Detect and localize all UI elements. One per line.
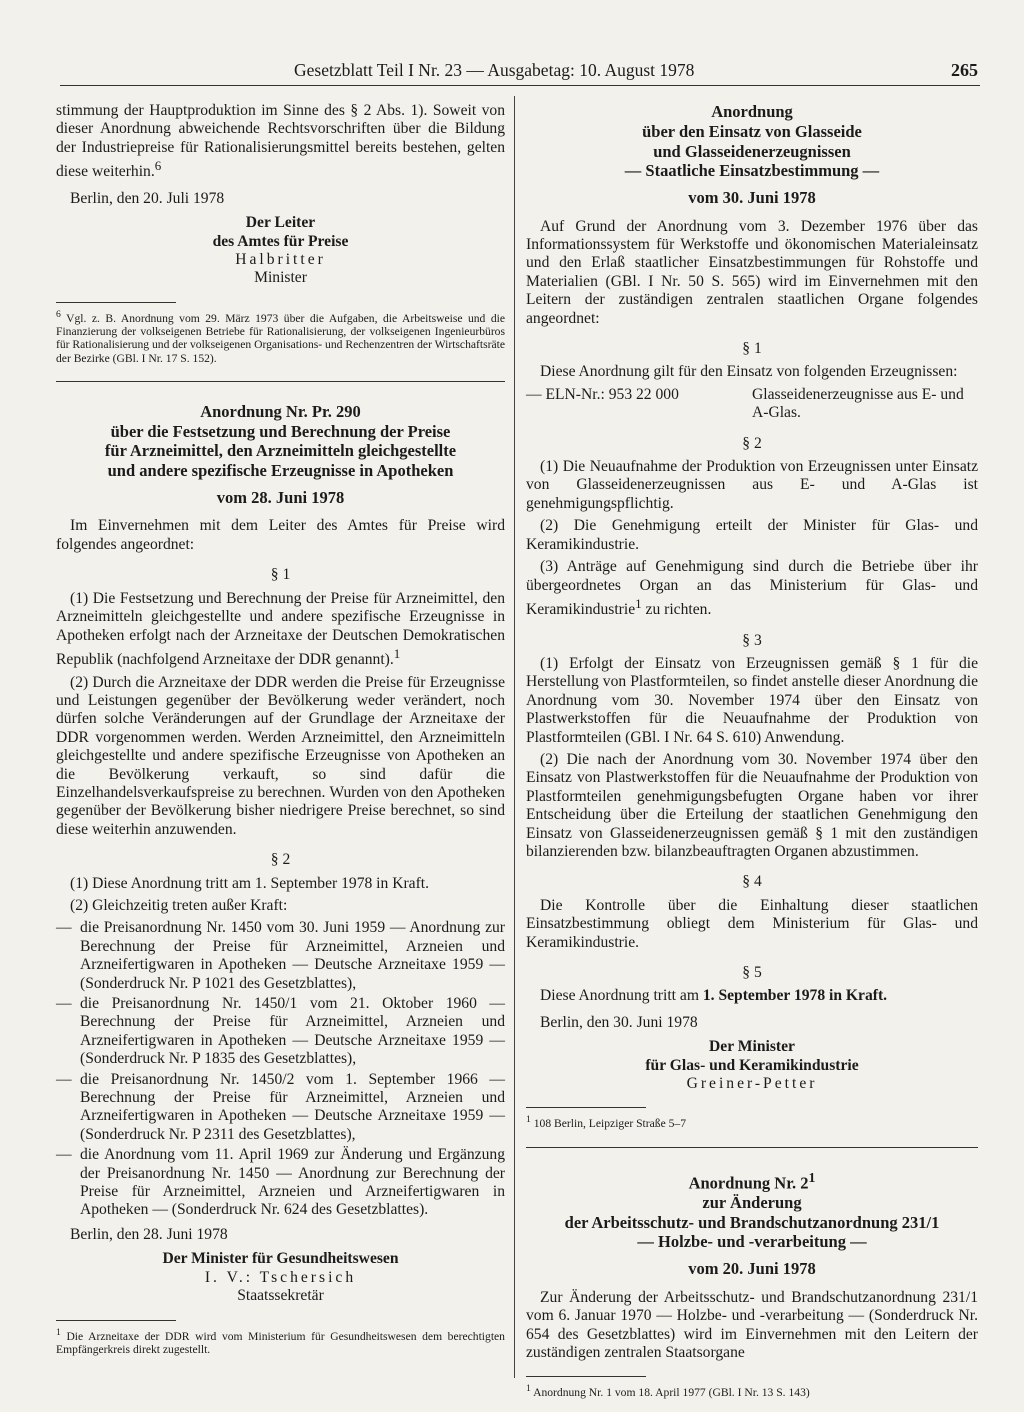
ordinance-title <box>526 1168 978 1193</box>
place-date: Berlin, den 30. Juni 1978 <box>540 1013 698 1031</box>
place-date: Berlin, den 20. Juli 1978 <box>70 189 225 207</box>
continued-paragraph <box>56 102 505 182</box>
signatory-title: Der Leiter <box>245 214 316 232</box>
ordinance-title: und Glasseidenerzeugnissen <box>653 141 851 161</box>
ordinance-title: und andere spezifische Erzeugnisse in Apotheken <box>107 461 454 481</box>
footnote-ref: 1 <box>393 645 401 661</box>
list-item <box>56 1146 505 1220</box>
page-header <box>60 58 980 84</box>
ordinance-title: über die Festsetzung und Berechnung der Preise <box>110 421 451 441</box>
signatory-name: Halbritter <box>235 251 326 269</box>
place-date: Berlin, den 28. Juni 1978 <box>70 1225 228 1243</box>
column-divider <box>514 96 515 1378</box>
ordinance-title: der Arbeitsschutz- und Brandschutzanordnung 231/1 <box>564 1212 940 1232</box>
list-item <box>56 995 505 1069</box>
signatory-name: Greiner-Petter <box>686 1075 818 1093</box>
paragraph <box>56 590 505 670</box>
list-item-text: die Preisanordnung Nr. 1450/2 vom 1. September 1966 — Berechnung der Preise für Arzneimittel, Arzneien und Arzneifertigwaren in Apotheken — Deutsche Arzneitaxe 1959 — (Sonderdruck Nr. P 2311 des Gesetzblattes), <box>80 1070 505 1143</box>
footnote-text: Die Arzneitaxe der DDR wird vom Ministerium für Gesundheitswesen dem berechtigten Empfängerkreis direkt zugestellt. <box>56 1329 505 1356</box>
ordinance-title: Anordnung Nr. Pr. 290 <box>200 401 361 421</box>
list-item-text: die Preisanordnung Nr. 1450 vom 30. Juni 1959 — Anordnung zur Berechnung der Preise für Arzneimittel, Arzneien und Arzneifertigwaren in Apotheken — Deutsche Arzneitaxe 1959 — (Sonderdruck Nr. P 1021 des Gesetzblattes), <box>80 919 505 992</box>
ordinance-title: Anordnung <box>711 102 793 121</box>
ordinance-date: vom 30. Juni 1978 <box>688 188 816 208</box>
dash-marker: — <box>56 995 72 1013</box>
paragraph: (1) Erfolgt der Einsatz von Erzeugnissen gemäß § 1 für die Herstellung von Plastformteilen, so findet anstelle dieser Anordnung die Anordnung vom 30. November 1974 über den Einsatz von Plastwerkstoffen für die Neuaufnahme der Produktion von Plastformteilen (GBl. I Nr. 64 S. 610) Anwendung. <box>526 654 978 746</box>
list-item <box>56 1071 505 1145</box>
footnote-rule <box>526 1107 646 1108</box>
footnote-ref: 1 <box>808 1169 816 1185</box>
paragraph-text: (1) Die Festsetzung und Berechnung der Preise für Arzneimittel, den Arzneimitteln gleichgestellte und andere spezifische Erzeugnisse in Apotheken erfolgt nach der Arzneitaxe der Deutschen Demokratischen Republik (nachfolgend Arzneitaxe der DDR genannt). <box>56 589 505 669</box>
section-label: § 1 <box>270 566 291 584</box>
paragraph <box>526 987 978 1005</box>
eln-entry <box>526 386 978 423</box>
list-item <box>56 919 505 993</box>
paragraph: Diese Anordnung gilt für den Einsatz von folgenden Erzeugnissen: <box>540 363 958 381</box>
left-column <box>56 102 505 1356</box>
footnote <box>56 308 505 365</box>
section-label: § 2 <box>742 434 762 452</box>
eln-description: Glasseidenerzeugnisse aus E- und A-Glas. <box>752 385 964 422</box>
ordinance-date: vom 28. Juni 1978 <box>216 488 345 508</box>
paragraph: Die Kontrolle über die Einhaltung dieser staatlichen Einsatzbestimmung obliegt dem Ministerium für Glas- und Keramikindustrie. <box>526 896 978 951</box>
footnote-rule <box>526 1376 646 1377</box>
page-number: 265 <box>951 60 978 80</box>
section-separator <box>526 1147 978 1148</box>
signatory-name: I. V.: Tschersich <box>204 1268 357 1286</box>
dash-marker: — <box>56 1146 72 1164</box>
footnote-rule <box>56 302 176 303</box>
paragraph-text: zu richten. <box>641 601 712 619</box>
footnote-text: Vgl. z. B. Anordnung vom 29. März 1973 über die Aufgaben, die Arbeitsweise und die Finanzierung der volkseigenen Betriebe für Rationalisierung, der volkseigenen Ingenieurbüros für Rationalisierung und der volkseigenen Organisations- und Rechenzentren der Wirtschaftsräte der Bezirke (GBl. I Nr. 17 S. 152). <box>56 311 505 365</box>
footnote <box>56 1326 505 1356</box>
ordinance-title-text: Anordnung Nr. 2 <box>688 1173 809 1193</box>
paragraph: (2) Die Genehmigung erteilt der Minister für Glas- und Keramikindustrie. <box>526 517 978 553</box>
list-item-text: die Anordnung vom 11. April 1969 zur Änderung und Ergänzung der Preisanordnung Nr. 1450 — Anordnung zur Berechnung der Preise für Arzneimittel, Arzneien und Arzneifertigwaren in Apotheken — (Sonderdruck Nr. 624 des Gesetzblattes). <box>80 1146 505 1219</box>
paragraph <box>526 558 978 619</box>
ordinance-title: über den Einsatz von Glasseide <box>642 121 862 141</box>
dash-marker: — <box>56 1070 72 1088</box>
signatory-title: für Glas- und Keramikindustrie <box>645 1056 859 1074</box>
section-label: § 3 <box>742 631 762 649</box>
paragraph: (2) Durch die Arzneitaxe der DDR werden die Preise für Erzeugnisse und Leistungen gegenüber der Bevölkerung weder verändert, noch dürfen solche Veränderungen auf der Grundlage der Arzneitaxe der DDR vorgenommen werden. Werden Arzneimittel, den Arzneimitteln gleichgestellte und andere spezifische Erzeugnisse von Apotheken an die Bevölkerung verkauft, so sind dafür die Einzelhandelsverkaufspreise zu berechnen. Wurden von den Apotheken gegenüber der Bevölkerung bisher niedrigere Preise berechnet, so sind diese weiterhin anzuwenden. <box>56 673 505 838</box>
paragraph-text: Diese Anordnung tritt am <box>540 987 703 1005</box>
footnote-marker: 1 <box>56 1326 61 1338</box>
signatory-title: Der Minister für Gesundheitswesen <box>162 1250 399 1268</box>
ordinance-title: zur Änderung <box>702 1192 802 1212</box>
signatory-title: des Amtes für Preise <box>212 232 349 250</box>
ordinance-title: für Arzneimittel, den Arzneimitteln gleichgestellte <box>104 441 457 461</box>
ordinance-date: vom 20. Juni 1978 <box>688 1259 816 1279</box>
section-label: § 2 <box>270 851 291 869</box>
footnote-rule <box>56 1320 176 1321</box>
signatory-title: Der Minister <box>709 1038 795 1056</box>
header-rule <box>60 85 980 86</box>
dash-marker: — <box>56 919 72 937</box>
paragraph: (1) Die Neuaufnahme der Produktion von Erzeugnissen unter Einsatz von Glasseidenerzeugnissen aus E- und A-Glas ist genehmigungspflichtig. <box>526 458 978 512</box>
footnote <box>526 1382 978 1399</box>
signatory-role: Minister <box>254 269 307 287</box>
paragraph: (1) Diese Anordnung tritt am 1. September 1978 in Kraft. <box>70 874 430 892</box>
paragraph: (2) Die nach der Anordnung vom 30. November 1974 über den Einsatz von Plastwerkstoffen für die Neuaufnahme der Produktion von Plastformteilen genehmigungsbefugten Organe haben vor ihrer Entscheidung über die Erteilung der staatlichen Genehmigung den Einsatz von Glasseidenerzeugnissen gemäß § 1 mit den zuständigen bilanzierenden bzw. bilanzbeauftragten Organen abzustimmen. <box>526 750 978 860</box>
intro-paragraph: Auf Grund der Anordnung vom 3. Dezember 1976 über das Informationssystem für Werkstoffe und ökonomischen Materialeinsatz und den Erlaß staatlicher Einsatzbestimmungen für Rohstoffe und Materialien (GBl. I Nr. 50 S. 565) wird im Einvernehmen mit den Leitern der zuständigen zentralen staatlichen Organe folgendes angeordnet: <box>526 217 978 327</box>
footnote-marker: 1 <box>526 1383 531 1395</box>
header-title: Gesetzblatt Teil I Nr. 23 — Ausgabetag: 10. August 1978 <box>294 60 695 80</box>
footnote-ref: 1 <box>635 595 642 611</box>
paragraph-emphasis: 1. September 1978 in Kraft. <box>702 987 888 1005</box>
eln-number: — ELN-Nr.: 953 22 000 <box>526 385 679 403</box>
ordinance-subtitle: — Staatliche Einsatzbestimmung — <box>624 161 880 181</box>
intro-paragraph: Im Einvernehmen mit dem Leiter des Amtes für Preise wird folgendes angeordnet: <box>56 517 505 553</box>
section-label: § 4 <box>742 873 762 891</box>
intro-paragraph: Zur Änderung der Arbeitsschutz- und Brandschutzanordnung 231/1 vom 6. Januar 1970 — Holzbe- und -verarbeitung — (Sonderdruck Nr. 654 des Gesetzblattes) wird im Einvernehmen mit den Leitern der zuständigen zentralen Staatsorgane <box>526 1288 978 1361</box>
footnote-text: Anordnung Nr. 1 vom 18. April 1977 (GBl. I Nr. 13 S. 143) <box>533 1386 810 1400</box>
right-column <box>526 102 978 1399</box>
ordinance-subtitle: — Holzbe- und -verarbeitung — <box>637 1232 867 1252</box>
list-item-text: die Preisanordnung Nr. 1450/1 vom 21. Oktober 1960 — Berechnung der Preise für Arzneimittel, Arzneien und Arzneifertigwaren in Apotheken — Deutsche Arzneitaxe 1959 — (Sonderdruck Nr. P 1835 des Gesetzblattes), <box>80 995 505 1068</box>
paragraph-text: (3) Anträge auf Genehmigung sind durch die Betriebe über ihr übergeordnetes Organ an das Ministerium für Glas- und Keramikindustrie <box>526 558 978 619</box>
footnote <box>526 1113 978 1130</box>
section-label: § 1 <box>742 340 762 358</box>
footnote-text: 108 Berlin, Leipziger Straße 5–7 <box>533 1117 687 1131</box>
paragraph: (2) Gleichzeitig treten außer Kraft: <box>70 896 288 914</box>
section-label: § 5 <box>742 964 762 981</box>
footnote-marker: 1 <box>526 1114 531 1126</box>
footnote-marker: 6 <box>56 308 61 320</box>
footnote-ref: 6 <box>154 158 162 174</box>
continued-text: stimmung der Hauptproduktion im Sinne des § 2 Abs. 1). Soweit von dieser Anordnung abweichende Rechtsvorschriften über die Bildung der Industriepreise für Rationalisierungsmittel bereits bestehen, gelten diese weiterhin. <box>56 102 505 181</box>
signatory-role: Staatssekretär <box>237 1287 324 1305</box>
section-separator <box>56 381 505 382</box>
